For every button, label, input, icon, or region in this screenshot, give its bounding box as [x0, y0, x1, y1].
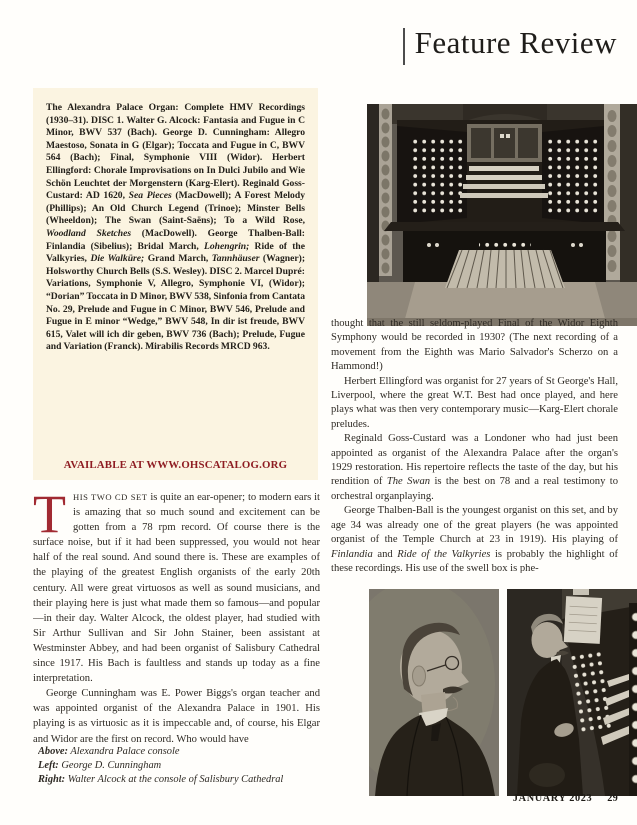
page-footer	[513, 793, 618, 804]
header-divider-bar	[403, 28, 405, 65]
caption-left: Left: George D. Cunningham	[38, 759, 162, 771]
album-listing-text: The Alexandra Palace Organ: Complete HMV Recordings (1930–31). DISC 1. Walter G. Alcock: Fantasia and Fugue in C Minor, BWV 537 (Bach). George D. Cunningham: Allegro Maestoso, Sonata in G (Elgar); Toccata and Fugue in C, BWV 564 (Bach); Final, Symphonie VIII (Widor). Herbert Ellingford: Chorale Improvisations on In Dulci Jubilo and Wie Schön Leuchtet der Morgenstern (Karg-Elert). Reginald Goss-Custard: AD 1620, Sea Pieces (MacDowell); A Forest Melody (Phillips); An Old Church Legend (Trinoe); Minster Bells (Wheeldon); The Swan (Saint-Saëns); To a Wild Rose, Woodland Sketches (MacDowell). George Thalben-Ball: Finlandia (Sibelius); Bridal March, Lohengrin; Ride of the Valkyries, Die Walküre; Grand March, Tannhäuser (Wagner); Holsworthy Church Bells (S.S. Wesley). DISC 2. Marcel Dupré: Variations, Symphonie V, Allegro, Symphonie VI, (Widor); “Dorian” Toccata in D Minor, BWV 538, Sinfonia from Cantata No. 29, Prelude and Fugue in C Minor, BWV 546, Prelude and Fugue in E minor “Wedge,” BWV 548, In dir ist freude, BWV 615, Valet will ich dir geben, BWV 736 (Bach); Prelude, Fugue and Variation (Franck). Mirabilis Records MRCD 963.	[46, 102, 305, 353]
album-listing-box	[33, 88, 318, 480]
article-right-column	[331, 317, 618, 573]
organ-console-illustration	[367, 104, 637, 326]
page-title: Feature Review	[414, 25, 617, 60]
photo-george-cunningham	[369, 589, 499, 796]
photo-captions	[38, 745, 325, 786]
caption-above: Above: Alexandra Palace console	[38, 746, 180, 757]
paragraph-widor: thought that the still seldom-played Final of the Widor Eighth Symphony would be recorded in 1930? (The next recording of a movement from the Eighth was Mario Salvador's Scherzo on a Hammond!)	[331, 318, 618, 373]
photo-walter-alcock	[507, 589, 637, 796]
article-left-column	[33, 490, 320, 746]
cunningham-portrait-illustration	[369, 589, 499, 796]
paragraph-cunningham: George Cunningham was E. Power Biggs's organ teacher and was appointed organist of the Alexandra Palace in 1901. His playing is as virtuosic as it is impeccable and, of course, his Elgar and Widor are the first on record. Who would have	[33, 688, 320, 745]
photo-alexandra-palace-console	[367, 104, 637, 326]
drop-cap: T	[33, 490, 66, 544]
paragraph-intro	[33, 490, 320, 686]
alcock-at-console-illustration	[507, 589, 637, 796]
paragraph-thalben-ball: George Thalben-Ball is the youngest organist on this set, and by age 34 was already one of the great players (he was appointed organist of the Temple Church at 23 in 1919). His playing of Finlandia and Ride of the Valkyries is probably the highlight of these recordings. His use of the swell box is phe-	[331, 505, 618, 573]
issue-date: JANUARY 2023	[512, 793, 593, 804]
page-number: 29	[607, 793, 618, 804]
paragraph-intro-text: HIS TWO CD SET is quite an ear-opener; to modern ears it is amazing that so much sound and excitement can be gotten from a 78 rpm record. Of course there is the surface noise, but if it had been suppressed, you would not hear half of the real sound. And sound there is. These are examples of the playing of the greatest English organists of the early 20th century. All were great virtuosos as well as sound musicians, and their playing here is just what made them so famous—and popular—in their day. Walter Alcock, the oldest player, had studied with Sir Arthur Sullivan and Sir John Stainer, been assistant at Westminster Abbey, and had been organist of Salisbury Cathedral since 1917. His Bach is faultless and stands up today as a fine interpretation.	[33, 492, 320, 685]
caption-right: Right: Walter Alcock at the console of Salisbury Cathedral	[38, 773, 284, 785]
availability-text: AVAILABLE AT WWW.OHSCATALOG.ORG	[63, 459, 288, 471]
paragraph-ellingford: Herbert Ellingford was organist for 27 years of St George's Hall, Liverpool, where the great W.T. Best had once played, and here plays what was then very contemporary music—Karg-Elert chorale preludes.	[331, 375, 618, 430]
paragraph-goss-custard: Reginald Goss-Custard was a Londoner who had just been appointed as organist of the Alexandra Palace after the organ's 1929 restoration. His repertoire reflects the taste of the day, but his rendition of The Swan is the best on 78 and a real testimony to orchestral organplaying.	[331, 433, 618, 502]
feature-review-header	[403, 26, 617, 65]
